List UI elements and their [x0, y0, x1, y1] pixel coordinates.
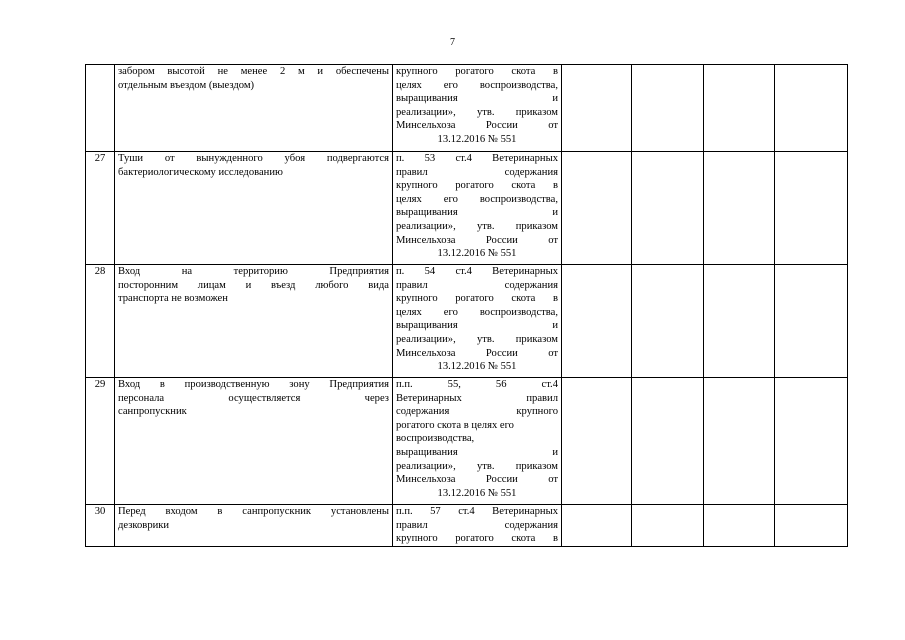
- empty-cell: [775, 378, 848, 505]
- requirement-line: Перед входом в санпропускник установлены: [118, 506, 389, 517]
- reference-line: 13.12.2016 № 551: [437, 361, 517, 373]
- reference-cell: [393, 152, 562, 265]
- empty-cell: [704, 265, 775, 378]
- reference-line: 13.12.2016 № 551: [437, 248, 517, 260]
- requirement-line: персонала осуществляется через: [118, 392, 389, 404]
- requirement-line: посторонним лицам и въезд любого вида: [118, 279, 389, 291]
- reference-line: целях его воспроизводства,: [396, 193, 558, 205]
- empty-cell: [562, 265, 632, 378]
- empty-cell: [562, 152, 632, 265]
- empty-cell: [632, 505, 704, 547]
- row-number: 28: [86, 265, 115, 378]
- reference-line: п.п. 57 ст.4 Ветеринарных: [396, 506, 558, 517]
- empty-cell: [704, 505, 775, 547]
- requirement-line: Вход в производственную зону Предприятия: [118, 379, 389, 390]
- empty-cell: [775, 65, 848, 152]
- table-row: [86, 265, 848, 378]
- empty-cell: [704, 378, 775, 505]
- reference-line: реализации», утв. приказом: [396, 460, 558, 472]
- requirement-line: бактериологическому исследованию: [118, 166, 283, 178]
- reference-line: 13.12.2016 № 551: [437, 133, 517, 145]
- page-number: 7: [450, 37, 455, 48]
- empty-cell: [775, 505, 848, 547]
- reference-line: выращивания и: [396, 207, 558, 219]
- requirement-line: отдельным въездом (выездом): [118, 79, 255, 91]
- reference-line: п.п. 55, 56 ст.4: [396, 379, 558, 390]
- empty-cell: [704, 152, 775, 265]
- empty-cell: [562, 378, 632, 505]
- reference-line: правил содержания: [396, 519, 558, 531]
- reference-line: крупного рогатого скота в: [396, 180, 558, 192]
- requirement-cell: [115, 378, 393, 505]
- row-number: 29: [86, 378, 115, 505]
- row-number: [86, 65, 115, 152]
- empty-cell: [775, 152, 848, 265]
- table-row: [86, 65, 848, 152]
- reference-line: реализации», утв. приказом: [396, 220, 558, 232]
- reference-line: крупного рогатого скота в: [396, 66, 558, 77]
- reference-line: п. 53 ст.4 Ветеринарных: [396, 153, 558, 164]
- requirement-cell: [115, 265, 393, 378]
- empty-cell: [632, 65, 704, 152]
- empty-cell: [562, 505, 632, 547]
- requirement-line: забором высотой не менее 2 м и обеспечены: [118, 66, 389, 77]
- reference-line: выращивания и: [396, 320, 558, 332]
- reference-line: Минсельхоза России от: [396, 234, 558, 246]
- reference-line: п. 54 ст.4 Ветеринарных: [396, 266, 558, 277]
- reference-line: выращивания и: [396, 446, 558, 458]
- reference-line: рогатого скота в целях его: [396, 419, 514, 431]
- requirement-line: Туши от вынужденного убоя подвергаются: [118, 153, 389, 164]
- reference-line: воспроизводства,: [396, 433, 475, 445]
- reference-cell: [393, 65, 562, 152]
- requirement-line: транспорта не возможен: [118, 293, 228, 305]
- requirement-line: дезковрики: [118, 519, 170, 531]
- reference-cell: [393, 378, 562, 505]
- reference-line: целях его воспроизводства,: [396, 306, 558, 318]
- row-number: 27: [86, 152, 115, 265]
- requirement-cell: [115, 152, 393, 265]
- reference-line: крупного рогатого скота в: [396, 293, 558, 305]
- reference-line: реализации», утв. приказом: [396, 333, 558, 345]
- empty-cell: [632, 378, 704, 505]
- reference-cell: [393, 265, 562, 378]
- empty-cell: [562, 65, 632, 152]
- reference-line: содержания крупного: [396, 406, 558, 418]
- reference-line: правил содержания: [396, 279, 558, 291]
- reference-line: реализации», утв. приказом: [396, 106, 558, 118]
- reference-line: Минсельхоза России от: [396, 347, 558, 359]
- empty-cell: [632, 265, 704, 378]
- reference-line: крупного рогатого скота в: [396, 533, 558, 545]
- reference-line: правил содержания: [396, 166, 558, 178]
- table-row: [86, 152, 848, 265]
- reference-line: Минсельхоза России от: [396, 120, 558, 132]
- reference-line: 13.12.2016 № 551: [437, 487, 517, 499]
- reference-line: Ветеринарных правил: [396, 392, 558, 404]
- requirement-line: санпропускник: [118, 406, 187, 418]
- empty-cell: [704, 65, 775, 152]
- empty-cell: [775, 265, 848, 378]
- empty-cell: [632, 152, 704, 265]
- requirement-cell: [115, 505, 393, 547]
- reference-cell: [393, 505, 562, 547]
- table-row: [86, 505, 848, 547]
- row-number: 30: [86, 505, 115, 547]
- reference-line: Минсельхоза России от: [396, 474, 558, 486]
- table-row: [86, 378, 848, 505]
- reference-line: целях его воспроизводства,: [396, 79, 558, 91]
- requirement-cell: [115, 65, 393, 152]
- reference-line: выращивания и: [396, 93, 558, 105]
- requirement-line: Вход на территорию Предприятия: [118, 266, 389, 277]
- checklist-table: [85, 64, 848, 547]
